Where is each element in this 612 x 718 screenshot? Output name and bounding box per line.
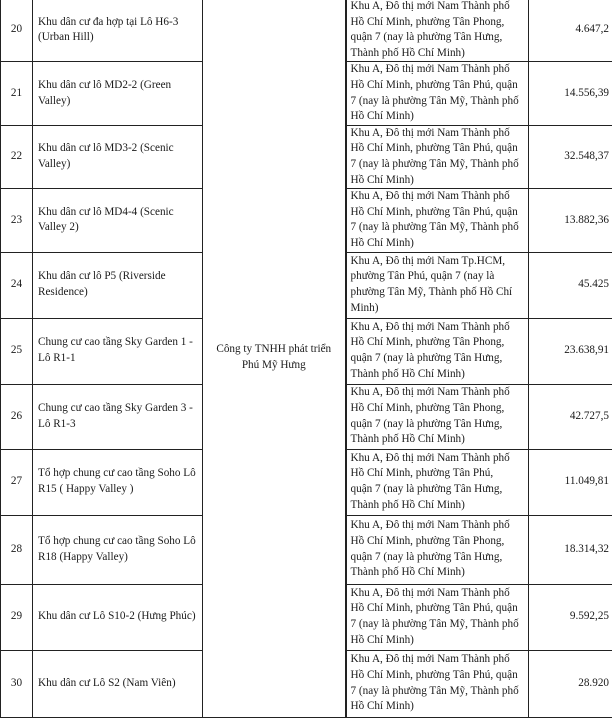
row-number: 29 [1,584,33,650]
project-area: 11.049,81 [529,449,612,515]
project-area: 28.920 [529,650,612,717]
project-area: 32.548,37 [529,125,612,188]
project-location: Khu A, Đô thị mới Nam Thành phố Hồ Chí Minh, phường Tân Phú, quận 7 (nay là phường Tân Mỹ, Thành phố Hồ Chí Minh) [351,62,526,124]
project-name: Chung cư cao tầng Sky Garden 1 - Lô R1-1 [38,335,198,366]
project-location: Khu A, Đô thị mới Nam Thành phố Hồ Chí Minh, phường Tân Phú, quận 7 (nay là phường Tân Mỹ, Thành phố Hồ Chí Minh) [351,189,526,251]
row-number: 26 [1,384,33,449]
row-number: 30 [1,650,33,717]
project-name: Khu dân cư lô MD3-2 (Scenic Valley) [38,141,198,172]
project-location: Khu A, Đô thị mới Nam Thành phố Hồ Chí Minh, phường Tân Phú, quận 7 (nay là phường Tân Mỹ, Thành phố Hồ Chí Minh) [351,652,526,714]
project-name: Khu dân cư Lô S10-2 (Hưng Phúc) [38,609,198,625]
project-area: 42.727,5 [529,384,612,449]
project-name: Khu dân cư lô P5 (Riverside Residence) [38,269,198,300]
table-row [1,0,612,62]
row-number: 23 [1,189,33,252]
row-number: 27 [1,449,33,515]
project-name: Tổ hợp chung cư cao tầng Soho Lô R18 (Happy Valley) [38,534,198,565]
project-area: 13.882,36 [529,189,612,252]
project-name: Tổ hợp chung cư cao tầng Soho Lô R15 ( Happy Valley ) [38,466,198,497]
project-location: Khu A, Đô thị mới Nam Thành phố Hồ Chí Minh, phường Tân Phong, quận 7 (nay là phường Tân Hưng, Thành phố Hồ Chí Minh) [351,320,526,382]
project-name: Khu dân cư lô MD2-2 (Green Valley) [38,78,198,109]
row-number: 28 [1,515,33,584]
project-area: 14.556,39 [529,62,612,125]
project-location: Khu A, Đô thị mới Nam Thành phố Hồ Chí Minh, phường Tân Phú, quận 7 (nay là phường Tân Mỹ, Thành phố Hồ Chí Minh) [351,126,526,188]
project-location: Khu A, Đô thị mới Nam Thành phố Hồ Chí Minh, phường Tân Phú, quận 7 (nay là phường Tân Mỹ, Thành phố Hồ Chí Minh) [351,586,526,648]
project-location: Khu A, Đô thị mới Nam Tp.HCM, phường Tân Phú, quận 7 (nay là phường Tân Mỹ, Thành phố Hồ Chí Minh) [351,254,526,316]
project-name: Khu dân cư Lô S2 (Nam Viên) [38,676,198,692]
project-area: 9.592,25 [529,584,612,650]
project-area: 4.647,2 [529,0,612,62]
project-name: Khu dân cư lô MD4-4 (Scenic Valley 2) [38,205,198,236]
project-name: Khu dân cư đa hợp tại Lô H6-3 (Urban Hill) [38,15,198,46]
project-area: 23.638,91 [529,318,612,384]
row-number: 21 [1,62,33,125]
project-location: Khu A, Đô thị mới Nam Thành phố Hồ Chí Minh, phường Tân Phú, quận 7 (nay là phường Tân Hưng, Thành phố Hồ Chí Minh) [351,451,526,513]
project-location: Khu A, Đô thị mới Nam Thành phố Hồ Chí Minh, phường Tân Phong, quận 7 (nay là phường Tân Hưng, Thành phố Hồ Chí Minh) [351,385,526,447]
row-number: 24 [1,252,33,318]
project-area: 18.314,32 [529,515,612,584]
row-number: 25 [1,318,33,384]
project-area: 45.425 [529,252,612,318]
project-location: Khu A, Đô thị mới Nam Thành phố Hồ Chí Minh, phường Tân Phong, quận 7 (nay là phường Tân Hưng, Thành phố Hồ Chí Minh) [351,0,526,61]
developer-name: Công ty TNHH phát triển Phú Mỹ Hưng [209,342,339,373]
row-number: 20 [1,0,33,62]
row-number: 22 [1,125,33,188]
project-name: Chung cư cao tầng Sky Garden 3 - Lô R1-3 [38,401,198,432]
project-location: Khu A, Đô thị mới Nam Thành phố Hồ Chí Minh, phường Tân Phong, quận 7 (nay là phường Tân Hưng, Thành phố Hồ Chí Minh) [351,518,526,580]
